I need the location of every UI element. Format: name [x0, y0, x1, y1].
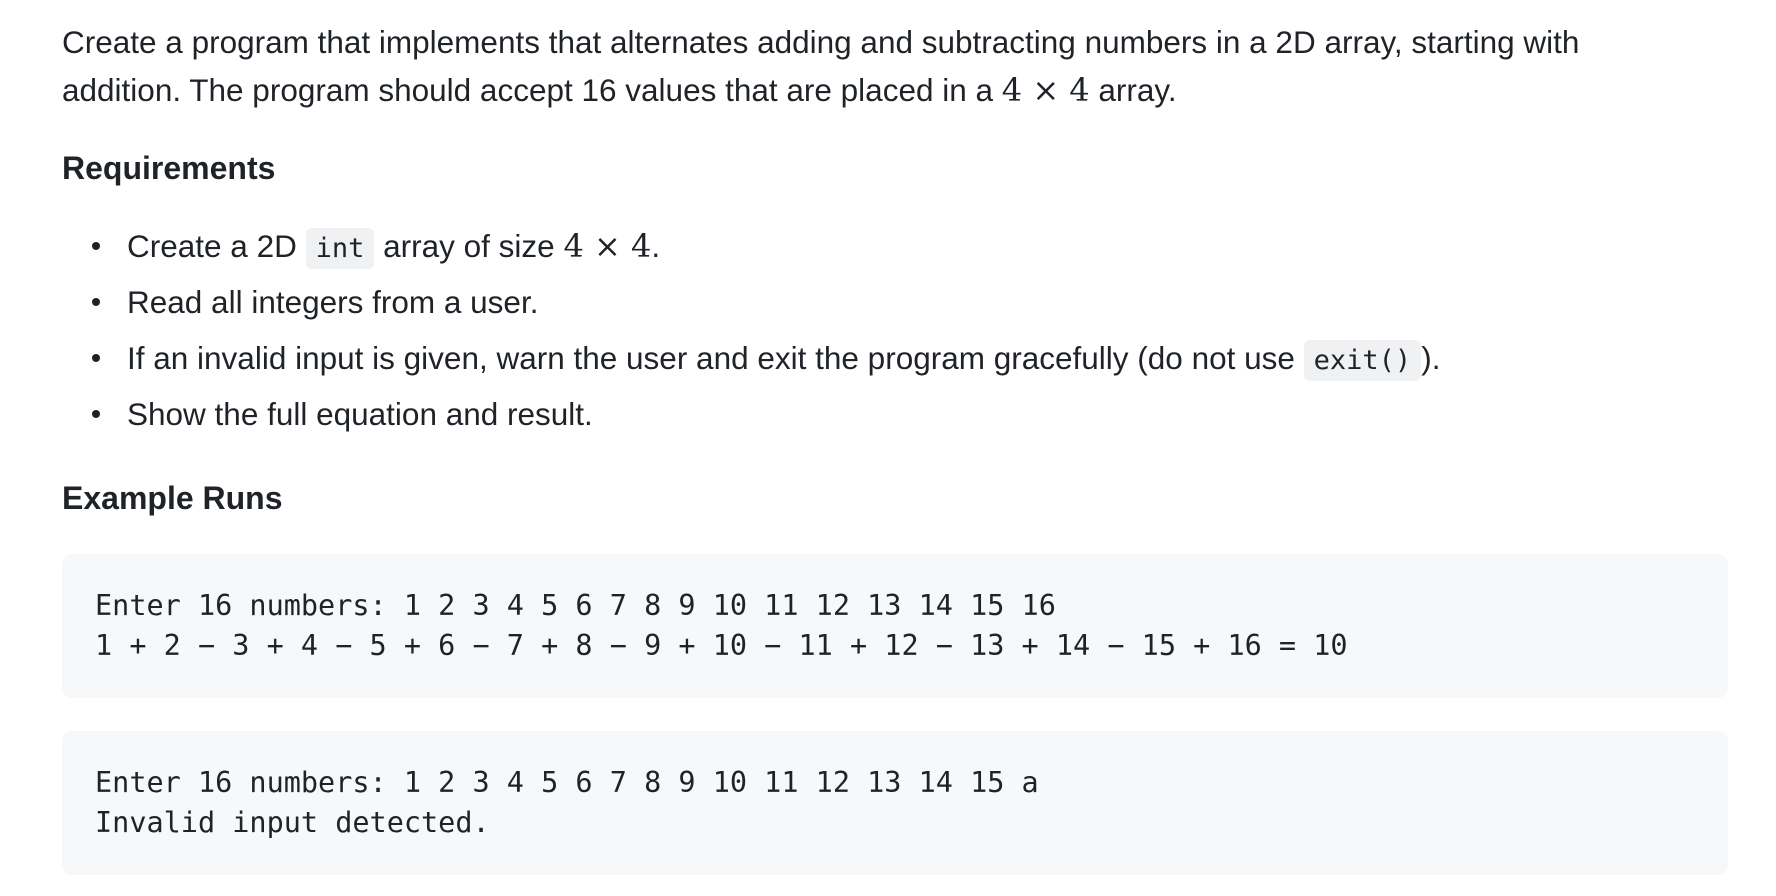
bullet-icon — [92, 410, 100, 418]
requirement-item — [62, 222, 1728, 278]
requirement-item — [62, 334, 1728, 390]
inline-code: int — [306, 228, 375, 269]
requirement-text: ). — [1421, 340, 1441, 376]
requirements-heading: Requirements — [62, 150, 276, 186]
requirement-text: Show the full equation and result. — [127, 396, 593, 432]
code-line: Invalid input detected. — [95, 806, 490, 839]
requirement-text: Read all integers from a user. — [127, 284, 539, 320]
intro-paragraph — [62, 18, 1728, 114]
intro-line-2-end: array. — [1089, 72, 1177, 108]
code-block — [62, 731, 1728, 875]
intro-line-1: Create a program that implements that alternates adding and subtracting numbers in a 2D array, starting with — [62, 24, 1580, 60]
requirement-item — [62, 278, 1728, 334]
example-runs-heading: Example Runs — [62, 480, 283, 516]
code-line: 1 + 2 − 3 + 4 − 5 + 6 − 7 + 8 − 9 + 10 − 11 + 12 − 13 + 14 − 15 + 16 = 10 — [95, 629, 1348, 662]
requirements-list — [62, 222, 1728, 446]
matrix-size-math: 4 × 4 — [563, 227, 652, 265]
code-block — [62, 554, 1728, 698]
code-line: Enter 16 numbers: 1 2 3 4 5 6 7 8 9 10 11 12 13 14 15 16 — [95, 589, 1056, 622]
bullet-icon — [92, 354, 100, 362]
requirement-item — [62, 390, 1728, 446]
requirement-text: Create a 2D — [127, 228, 306, 264]
requirement-text: . — [651, 228, 661, 264]
requirement-text: array of size — [374, 228, 564, 264]
code-line: Enter 16 numbers: 1 2 3 4 5 6 7 8 9 10 11 12 13 14 15 a — [95, 766, 1039, 799]
bullet-icon — [92, 242, 100, 250]
requirement-text: If an invalid input is given, warn the user and exit the program gracefully (do not use — [127, 340, 1304, 376]
bullet-icon — [92, 298, 100, 306]
matrix-size-math: 4 × 4 — [1001, 71, 1090, 109]
intro-line-2-start: addition. The program should accept 16 values that are placed in a — [62, 72, 1002, 108]
inline-code: exit() — [1304, 340, 1422, 381]
